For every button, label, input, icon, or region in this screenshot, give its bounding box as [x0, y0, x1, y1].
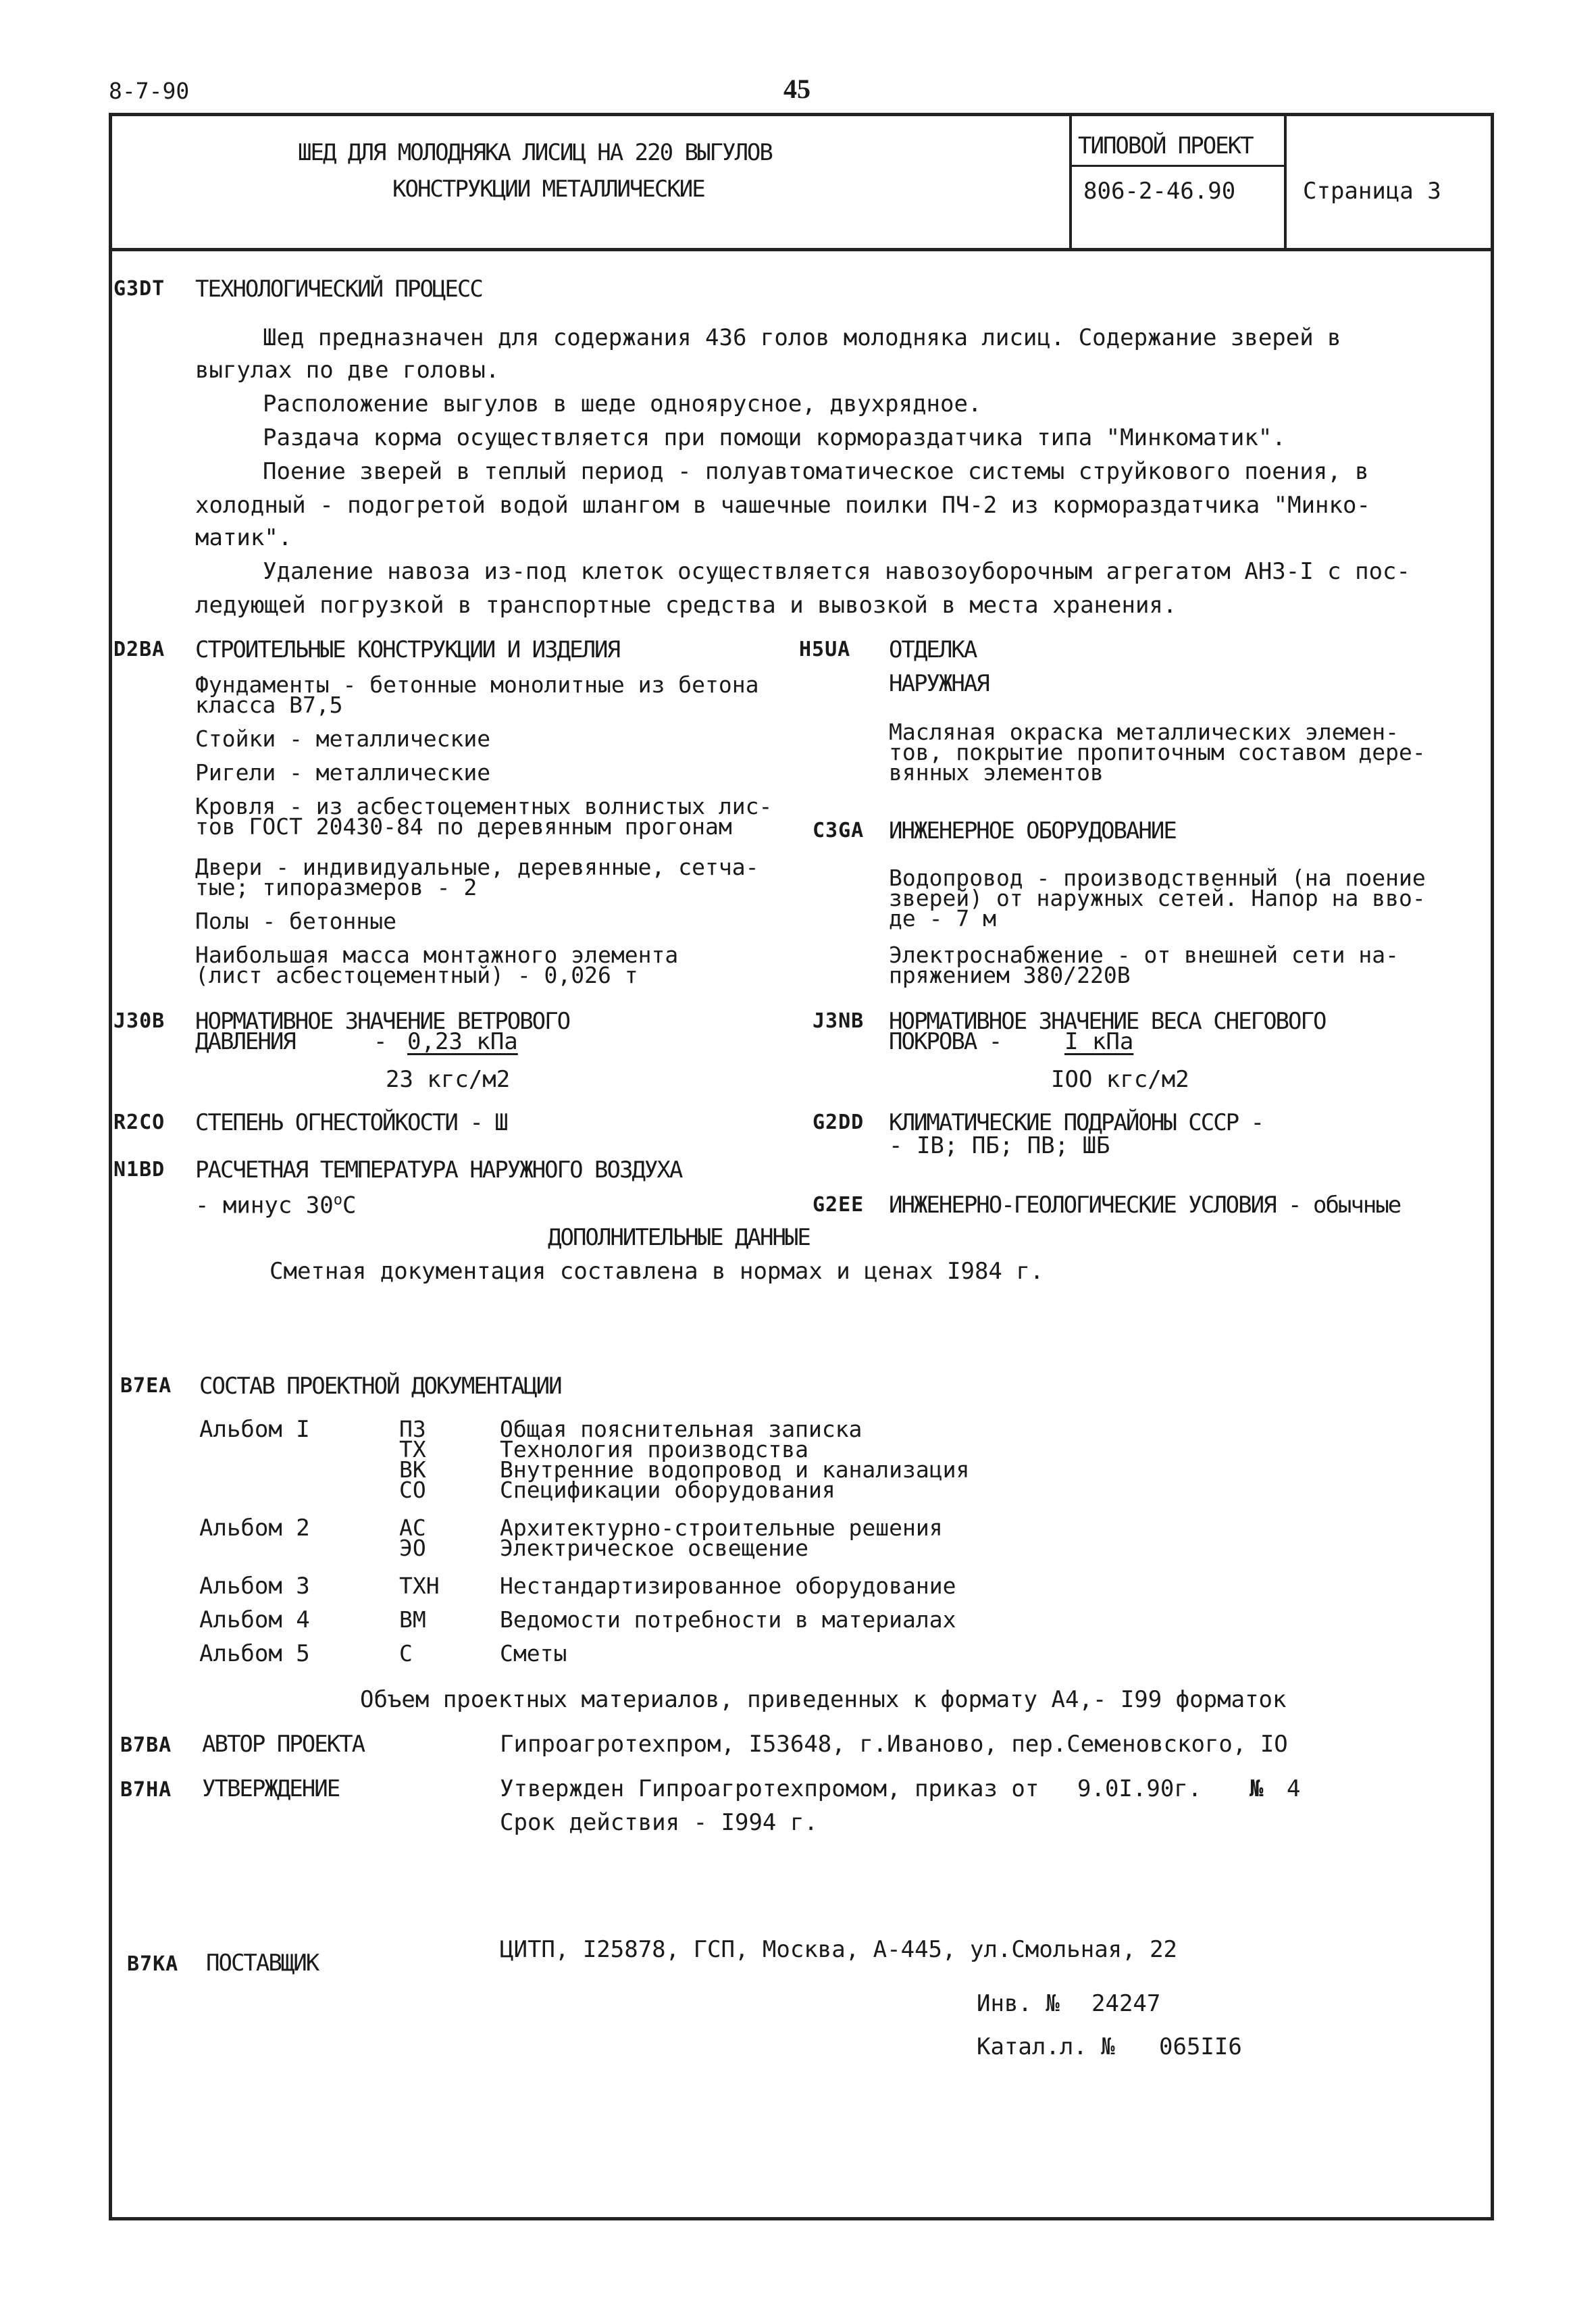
tech-line: выгулах по две головы.	[195, 357, 500, 384]
header-divider-v2	[1284, 113, 1287, 249]
tech-line: матик".	[195, 524, 292, 551]
climate-value: - IB; ПБ; ПВ; ШБ	[889, 1132, 1110, 1159]
album-label: Альбом 3	[199, 1573, 310, 1600]
construct-line: Кровля - из асбестоцементных волнистых лис-	[195, 793, 773, 819]
construct-line: тые; типоразмеров - 2	[195, 874, 478, 900]
page-number: 45	[783, 74, 810, 104]
album-doc-name: Электрическое освещение	[500, 1535, 808, 1561]
album-doc-name: Нестандартизированное оборудование	[500, 1573, 956, 1599]
inventory-number: 24247	[1091, 1990, 1161, 2017]
code-tech: G3DT	[113, 277, 165, 301]
temp-value: - минус $30^оС$	[195, 1192, 357, 1219]
project-number: 806-2-46.90	[1083, 178, 1236, 205]
wind-title-line2: ДАВЛЕНИЯ	[195, 1028, 295, 1055]
author-text: Гипроагротехпром, I53648, г.Иваново, пер.Семеновского, IO	[500, 1731, 1288, 1758]
approval-date: 9.0I.90г.	[1077, 1775, 1202, 1802]
construct-line: Полы - бетонные	[195, 908, 397, 934]
climate-title: КЛИМАТИЧЕСКИЕ ПОДРАЙОНЫ СССР -	[889, 1109, 1264, 1136]
construct-line: Наибольшая масса монтажного элемента	[195, 942, 679, 968]
construct-line: класса В7,5	[195, 692, 343, 718]
page-label: Страница 3	[1303, 178, 1441, 205]
code-geo: G2EE	[813, 1193, 865, 1217]
code-construct: D2BA	[113, 638, 165, 661]
album-label: Альбом 4	[199, 1606, 310, 1633]
code-supplier: B7KA	[127, 1952, 179, 1976]
album-doc-name: Сметы	[500, 1640, 567, 1667]
approval-title: УТВЕРЖДЕНИЕ	[202, 1775, 340, 1802]
code-engineering: C3GA	[813, 819, 865, 842]
finish-line: тов, покрытие пропиточным составом дере-	[889, 739, 1426, 765]
approval-number-sign: №	[1250, 1775, 1264, 1802]
album-mark: ВК	[399, 1456, 426, 1483]
snow-title-line2: ПОКРОВА -	[889, 1028, 1002, 1055]
code-fire: R2CO	[113, 1111, 165, 1134]
project-label: ТИПОВОЙ ПРОЕКТ	[1078, 132, 1253, 159]
extra-text: Сметная документация составлена в нормах и ценах I984 г.	[269, 1258, 1044, 1285]
engineering-line: пряжением 380/220В	[889, 962, 1131, 988]
header-divider-v1	[1069, 113, 1072, 249]
album-mark: ЭО	[399, 1535, 426, 1561]
wind-dash: -	[374, 1028, 388, 1055]
snow-value-kpa: I кПа	[1064, 1028, 1134, 1055]
code-snow: J3NB	[813, 1009, 865, 1033]
author-title: АВТОР ПРОЕКТА	[202, 1731, 365, 1758]
tech-line: Удаление навоза из-под клеток осуществляется навозоуборочным агрегатом АНЗ-I с пос-	[263, 558, 1410, 585]
header-divider-h	[1069, 165, 1285, 167]
album-doc-name: Общая пояснительная записка	[500, 1416, 863, 1442]
wind-value-kgs: 23 кгс/м2	[386, 1066, 511, 1093]
finish-line: вянных элементов	[889, 759, 1104, 786]
code-composition: B7EA	[120, 1374, 172, 1398]
album-mark: С	[399, 1640, 413, 1667]
construct-title: СТРОИТЕЛЬНЫЕ КОНСТРУКЦИИ И ИЗДЕЛИЯ	[195, 636, 619, 663]
album-doc-name: Спецификации оборудования	[500, 1477, 835, 1503]
composition-title: СОСТАВ ПРОЕКТНОЙ ДОКУМЕНТАЦИИ	[199, 1373, 561, 1400]
tech-line: Расположение выгулов в шеде одноярусное, двухрядное.	[263, 390, 982, 417]
album-label: Альбом 5	[199, 1640, 310, 1667]
tech-line: ледующей погрузкой в транспортные средства и вывозкой в места хранения.	[195, 592, 1177, 619]
header-title-line1: ШЕД ДЛЯ МОЛОДНЯКА ЛИСИЦ НА 220 ВЫГУЛОВ	[298, 139, 772, 166]
wind-value-kpa: 0,23 кПа	[407, 1028, 518, 1055]
code-climate: G2DD	[813, 1111, 865, 1134]
album-mark: ТХН	[399, 1573, 440, 1599]
approval-number: 4	[1287, 1775, 1301, 1802]
album-doc-name: Ведомости потребности в материалах	[500, 1606, 956, 1633]
finish-line: Масляная окраска металлических элемен-	[889, 719, 1399, 745]
catalog-label: Катал.л. №	[977, 2033, 1115, 2060]
construct-line: Двери - индивидуальные, деревянные, сетча-	[195, 854, 759, 880]
tech-line: Шед предназначен для содержания 436 голов молодняка лисиц. Содержание зверей в	[263, 324, 1341, 351]
construct-line: Ригели - металлические	[195, 759, 491, 786]
album-doc-name: Внутренние водопровод и канализация	[500, 1456, 970, 1483]
supplier-text: ЦИТП, I25878, ГСП, Москва, А-445, ул.Смольная, 22	[500, 1936, 1178, 1963]
album-label: Альбом I	[199, 1416, 310, 1443]
tech-line: Раздача корма осуществляется при помощи кормораздатчика типа "Минкоматик".	[263, 424, 1286, 451]
album-doc-name: Технология производства	[500, 1436, 808, 1463]
album-doc-name: Архитектурно-строительные решения	[500, 1515, 943, 1541]
engineering-line: Электроснабжение - от внешней сети на-	[889, 942, 1399, 968]
composition-volume: Объем проектных материалов, приведенных к формату А4,- I99 форматок	[360, 1686, 1287, 1713]
tech-line: холодный - подогретой водой шлангом в чашечные поилки ПЧ-2 из кормораздатчика "Минко-	[195, 492, 1370, 519]
engineering-line: де - 7 м	[889, 905, 996, 932]
album-mark: СО	[399, 1477, 426, 1503]
inventory-label: Инв. №	[977, 1990, 1060, 2017]
album-mark: ПЗ	[399, 1416, 426, 1442]
finish-subtitle: НАРУЖНАЯ	[889, 670, 989, 697]
engineering-line: Водопровод - производственный (на поение	[889, 865, 1426, 891]
album-mark: ВМ	[399, 1606, 426, 1633]
engineering-title: ИНЖЕНЕРНОЕ ОБОРУДОВАНИЕ	[889, 817, 1176, 844]
finish-title: ОТДЕЛКА	[889, 636, 977, 663]
catalog-number: 065II6	[1159, 2033, 1242, 2060]
album-mark: ТХ	[399, 1436, 426, 1463]
snow-value-kgs: IOO кгс/м2	[1051, 1066, 1189, 1093]
construct-line: (лист асбестоцементный) - 0,026 т	[195, 962, 638, 988]
code-temp: N1BD	[113, 1158, 165, 1181]
document-number: 8-7-90	[109, 78, 190, 104]
temp-title: РАСЧЕТНАЯ ТЕМПЕРАТУРА НАРУЖНОГО ВОЗДУХА	[195, 1156, 682, 1184]
supplier-title: ПОСТАВЩИК	[206, 1950, 319, 1977]
construct-line: Фундаменты - бетонные монолитные из бетона	[195, 671, 759, 698]
engineering-line: зверей) от наружных сетей. Напор на вво-	[889, 885, 1426, 911]
header-title-line2: КОНСТРУКЦИИ МЕТАЛЛИЧЕСКИЕ	[392, 176, 704, 203]
geo-text: ИНЖЕНЕРНО-ГЕОЛОГИЧЕСКИЕ УСЛОВИЯ - обычные	[889, 1192, 1401, 1219]
construct-line: тов ГОСТ 20430-84 по деревянным прогонам	[195, 813, 732, 840]
construct-line: Стойки - металлические	[195, 726, 491, 752]
wind-title-line1: НОРМАТИВНОЕ ЗНАЧЕНИЕ ВЕТРОВОГО	[195, 1008, 570, 1035]
code-author: B7BA	[120, 1733, 172, 1757]
snow-title-line1: НОРМАТИВНОЕ ЗНАЧЕНИЕ ВЕСА СНЕГОВОГО	[889, 1008, 1326, 1035]
code-approval: B7HA	[120, 1778, 172, 1802]
tech-title: ТЕХНОЛОГИЧЕСКИЙ ПРОЦЕСС	[195, 276, 482, 303]
tech-line: Поение зверей в теплый период - полуавтоматическое системы струйкового поения, в	[263, 458, 1369, 485]
approval-validity: Срок действия - I994 г.	[500, 1809, 818, 1836]
code-wind: J30B	[113, 1009, 165, 1033]
code-finish: H5UA	[799, 638, 851, 661]
extra-title: ДОПОЛНИТЕЛЬНЫЕ ДАННЫЕ	[548, 1224, 810, 1251]
fire-text: СТЕПЕНЬ ОГНЕСТОЙКОСТИ - Ш	[195, 1109, 507, 1136]
album-mark: АС	[399, 1515, 426, 1541]
album-label: Альбом 2	[199, 1515, 310, 1542]
approval-text: Утвержден Гипроагротехпромом, приказ от	[500, 1775, 1039, 1802]
